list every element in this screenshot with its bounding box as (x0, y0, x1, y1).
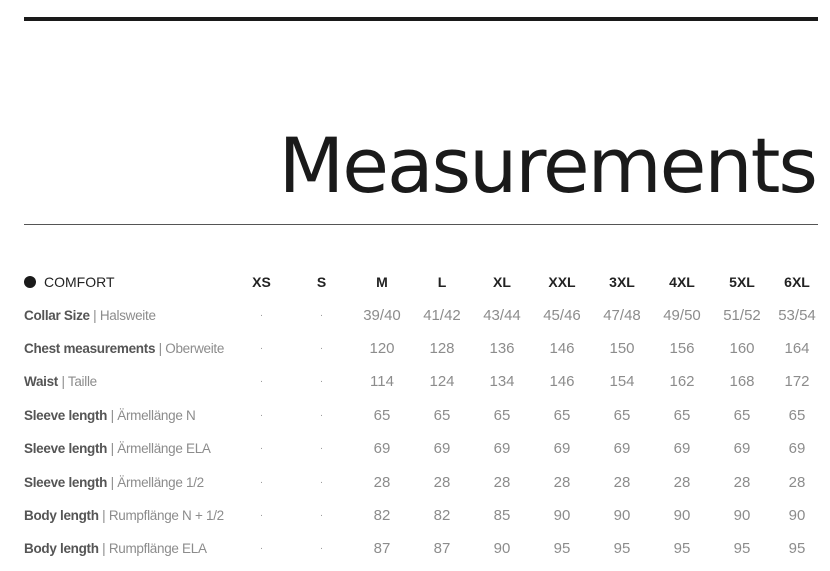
measurement-value: 90 (493, 540, 511, 558)
measurement-label (24, 432, 232, 465)
table-row (24, 332, 822, 365)
measurement-german-name: Rumpflänge N + 1/2 (108, 507, 224, 523)
measurement-label (24, 399, 232, 432)
size-header: 5XL (729, 273, 755, 290)
fit-type-text: COMFORT (44, 273, 115, 290)
measurement-value: 90 (673, 506, 691, 524)
size-chart-table (24, 265, 822, 566)
measurement-german-name: Taille (67, 374, 97, 390)
measurement-value: 82 (433, 506, 451, 524)
measurement-value: 160 (729, 339, 755, 357)
measurement-value: · (259, 309, 264, 321)
measurement-value: 114 (370, 373, 394, 391)
measurement-name: Sleeve length (24, 474, 108, 490)
measurement-value: · (319, 443, 324, 455)
size-header: XXL (548, 273, 576, 290)
measurement-value: · (319, 409, 324, 421)
label-separator: | (107, 474, 118, 490)
measurement-value: 65 (493, 406, 511, 424)
measurement-value: 85 (493, 506, 511, 524)
size-header-row (24, 265, 822, 298)
measurement-value: 90 (733, 506, 751, 524)
table-row (24, 532, 822, 565)
measurement-value: 87 (373, 540, 391, 558)
measurement-name: Chest measurements (24, 340, 156, 356)
label-separator: | (98, 507, 109, 523)
title-divider (24, 224, 818, 225)
measurement-value: 120 (369, 339, 395, 357)
measurement-value: 162 (669, 373, 695, 391)
measurement-value: 146 (549, 339, 575, 357)
size-header: L (437, 273, 447, 290)
measurement-german-name: Ärmellänge N (117, 407, 196, 423)
measurement-value: 69 (553, 440, 571, 458)
page-title: Measurements (278, 121, 816, 210)
measurement-value: · (259, 443, 264, 455)
table-row (24, 298, 822, 331)
measurement-value: 45/46 (543, 306, 581, 324)
size-header: S (316, 273, 327, 290)
measurement-name: Collar Size (24, 307, 90, 323)
measurement-value: 156 (669, 339, 695, 357)
measurement-value: 51/52 (723, 306, 761, 324)
fit-type-label (24, 265, 232, 298)
measurement-value: 41/42 (423, 306, 461, 324)
measurement-name: Sleeve length (24, 441, 108, 457)
measurement-value: · (259, 509, 264, 521)
measurement-value: 28 (553, 473, 571, 491)
label-separator: | (107, 441, 118, 457)
size-header: XL (493, 273, 511, 290)
measurement-value: 95 (788, 540, 806, 558)
measurement-german-name: Rumpflänge ELA (108, 541, 207, 557)
measurement-german-name: Ärmellänge 1/2 (117, 474, 204, 490)
label-separator: | (58, 374, 68, 390)
measurement-value: 65 (613, 406, 631, 424)
measurement-value: 28 (493, 473, 511, 491)
measurement-value: 168 (729, 373, 755, 391)
measurement-value: 95 (613, 540, 631, 558)
measurement-value: 28 (733, 473, 751, 491)
measurement-value: 172 (784, 373, 810, 391)
measurement-value: 43/44 (483, 306, 521, 324)
measurement-german-name: Oberweite (165, 340, 225, 356)
measurement-value: 28 (433, 473, 451, 491)
measurement-value: 28 (788, 473, 806, 491)
measurement-value: 39/40 (363, 306, 401, 324)
measurement-value: 69 (373, 440, 391, 458)
measurement-value: 69 (733, 440, 751, 458)
measurement-label (24, 365, 232, 398)
measurement-value: 47/48 (603, 306, 641, 324)
table-row (24, 432, 822, 465)
measurement-value: · (319, 309, 324, 321)
measurement-value: 90 (613, 506, 631, 524)
measurement-value: 28 (613, 473, 631, 491)
measurement-value: · (319, 376, 324, 388)
measurement-value: 146 (549, 373, 575, 391)
size-header: 6XL (784, 273, 810, 290)
measurement-value: 95 (553, 540, 571, 558)
measurement-value: 65 (553, 406, 571, 424)
table-row (24, 365, 822, 398)
measurement-value: 164 (784, 339, 810, 357)
measurement-label (24, 499, 232, 532)
measurement-label (24, 465, 232, 498)
measurement-value: 95 (673, 540, 691, 558)
measurement-value: 49/50 (663, 306, 701, 324)
measurement-value: 154 (609, 373, 635, 391)
label-separator: | (155, 340, 166, 356)
measurement-label (24, 532, 232, 565)
measurement-value: 28 (673, 473, 691, 491)
measurement-value: 69 (433, 440, 451, 458)
measurement-value: 82 (373, 506, 391, 524)
measurement-value: · (259, 409, 264, 421)
measurement-german-name: Ärmellänge ELA (117, 441, 211, 457)
table-row (24, 465, 822, 498)
measurement-name: Sleeve length (24, 407, 108, 423)
measurement-value: 53/54 (778, 306, 816, 324)
measurement-value: 69 (788, 440, 806, 458)
measurement-name: Body length (24, 507, 99, 523)
measurement-value: · (319, 509, 324, 521)
measurement-value: · (319, 342, 324, 354)
measurement-value: · (319, 476, 324, 488)
measurement-label (24, 298, 232, 331)
measurement-value: · (259, 476, 264, 488)
measurement-value: 69 (613, 440, 631, 458)
measurement-value: 87 (433, 540, 451, 558)
top-divider (24, 17, 818, 21)
label-separator: | (107, 407, 118, 423)
measurement-value: 65 (733, 406, 751, 424)
measurement-value: · (259, 376, 264, 388)
measurement-value: 90 (788, 506, 806, 524)
measurement-value: 69 (493, 440, 511, 458)
size-header: 3XL (609, 273, 635, 290)
size-header: 4XL (669, 273, 695, 290)
table-row (24, 399, 822, 432)
measurement-value: 95 (733, 540, 751, 558)
measurement-name: Body length (24, 541, 99, 557)
label-separator: | (89, 307, 100, 323)
measurement-value: 28 (373, 473, 391, 491)
label-separator: | (98, 541, 109, 557)
measurement-value: 150 (609, 339, 635, 357)
measurement-value: · (259, 543, 264, 555)
size-header: XS (252, 273, 271, 290)
measurement-german-name: Halsweite (99, 307, 156, 323)
measurement-value: · (259, 342, 264, 354)
table-row (24, 499, 822, 532)
measurement-value: 65 (788, 406, 806, 424)
measurement-value: 69 (673, 440, 691, 458)
measurement-value: 65 (373, 406, 391, 424)
measurement-label (24, 332, 232, 365)
measurement-name: Waist (24, 374, 59, 390)
measurement-value: 128 (429, 339, 455, 357)
measurement-value: 136 (489, 339, 515, 357)
measurement-value: 134 (489, 373, 515, 391)
size-header: M (376, 273, 388, 290)
measurement-value: 65 (673, 406, 691, 424)
measurement-value: · (319, 543, 324, 555)
measurement-value: 90 (553, 506, 571, 524)
bullet-icon (24, 276, 36, 288)
measurement-value: 124 (429, 373, 455, 391)
measurement-value: 65 (433, 406, 451, 424)
